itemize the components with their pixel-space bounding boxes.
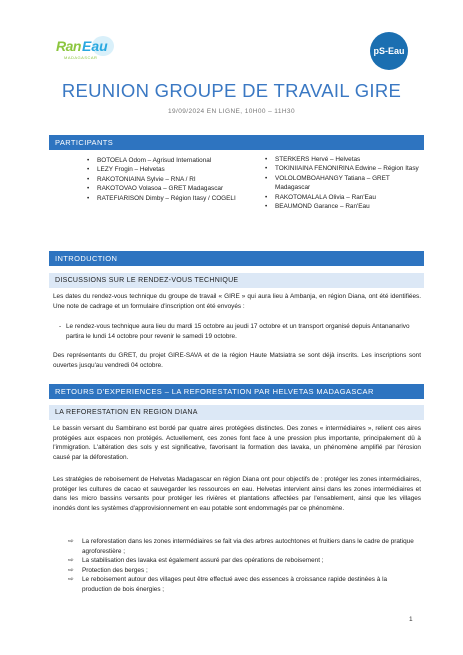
page-title: REUNION GROUPE DE TRAVAIL GIRE (61, 80, 402, 101)
participant-item: • STERKERS Hervé – Helvetas (275, 155, 425, 164)
participants-right-list (275, 155, 425, 211)
pseau-logo-text: pS-Eau (373, 46, 405, 56)
participant-item: • RAKOTOVAO Volasoa – GRET Madagascar (97, 184, 247, 193)
participant-item: • BEAUMOND Garance – Ran'Eau (275, 202, 425, 211)
retours-subheading: LA REFORESTATION EN REGION DIANA (49, 405, 424, 420)
retours-heading: RETOURS D'EXPERIENCES – LA REFORESTATION PAR HELVETAS MADAGASCAR (49, 384, 424, 399)
participant-item: • BOTOELA Odom – Agrisud International (97, 156, 247, 165)
participant-item: • VOLOLOMBOAHANGY Tatiana – GRET Madagascar (275, 174, 425, 193)
intro-paragraph-2: Des représentants du GRET, du projet GIRE-SAVA et de la région Haute Matsiatra se sont déjà inscrits. Les inscriptions sont ouvertes jusqu'au vendredi 04 octobre. (53, 352, 421, 369)
introduction-heading: INTRODUCTION (49, 251, 424, 266)
page-number: 1 (409, 616, 413, 623)
participants-heading: PARTICIPANTS (49, 135, 424, 150)
retours-paragraph-2: Les stratégies de reboisement de Helvetas Madagascar en région Diana ont pour objectifs de : protéger les zones intermédiaires, protéger les cultures de cacao et sauvegarder les ressources en eau. Helvetas intervient ainsi dans les zones intermédiaires et dans les micro bassins versants pour protéger les rivières et plantations affectées par l'ensablement, ainsi que les villages inondés dont les systèmes d'approvisionnement en eau potable sont endommagés par ce phénomène. (53, 476, 421, 512)
introduction-subheading: DISCUSSIONS SUR LE RENDEZ-VOUS TECHNIQUE (49, 273, 424, 288)
arrow-bullet-icon: ⇨ (68, 576, 74, 584)
arrow-list-item (68, 537, 415, 556)
arrow-item-text: La stabilisation des lavaka est également assuré par des opérations de reboisement ; (82, 557, 324, 565)
arrow-bullet-icon: ⇨ (68, 538, 74, 545)
participant-item: • RAKOTONIAINA Sylvie – RNA / RI (97, 175, 247, 184)
retours-paragraph-1: Le bassin versant du Sambirano est bordé par quatre aires protégées distinctes. Des zones « intermédiaires », relient ces aires protégées aux espaces non protégés. Actuellement, ces zones font face à une pression plus importante, principalement dû à l'immigration. L'altération des sols y est significative, favorisant la formation des lavaka, un phénomène amplifié par l'érosion causé par la déforestation. (53, 425, 421, 461)
arrow-item-text: Le reboisement autour des villages peut être effectué avec des essences à croissance rapide destinées à la production de bois énergies ; (82, 576, 388, 593)
intro-dash-text: Le rendez-vous technique aura lieu du mardi 15 octobre au jeudi 17 octobre et un transport organisé depuis Antananarivo partira le lundi 14 octobre pour revenir le samedi 19 octobre. (66, 323, 410, 340)
logo-ran-text: Ran (56, 38, 81, 54)
pseau-logo (370, 32, 408, 70)
logo-sub-text: MADAGASCAR (64, 55, 98, 60)
arrow-item-text: Protection des berges ; (82, 566, 148, 574)
arrow-item-text: La reforestation dans les zones intermédiaires se fait via des arbres autochtones et fruitiers dans le cadre de pratique agroforestière ; (82, 538, 414, 555)
arrow-bullet-icon: ⇨ (68, 566, 74, 574)
arrow-bullet-icon: ⇨ (68, 557, 74, 565)
participant-item: • LEZY Frogin – Helvetas (97, 165, 247, 174)
page-subtitle: 19/09/2024 EN LIGNE, 10H00 – 11H30 (168, 108, 295, 115)
arrow-list-item (68, 566, 415, 576)
raneau-logo (56, 36, 116, 64)
intro-dash-item: - Le rendez-vous technique aura lieu du mardi 15 octobre au jeudi 17 octobre et un transport organisé depuis Antananarivo partira le lundi 14 octobre pour revenir le samedi 19 octobre. (59, 323, 410, 340)
participant-item: • TOKINIIAINA FENONIRINA Edwine – Région Itasy (275, 164, 425, 173)
arrow-list-item (68, 575, 415, 594)
participant-item: • RAKOTOMALALA Olivia – Ran'Eau (275, 193, 425, 202)
intro-paragraph-1: Les dates du rendez-vous technique du groupe de travail « GIRE » qui aura lieu à Ambanja, en région Diana, ont été identifiées. Une note de cadrage et un formulaire d'inscription ont été envoyés : (53, 293, 421, 310)
retours-arrow-list (68, 537, 415, 595)
arrow-list-item (68, 556, 415, 566)
participant-item: • RATEFIARISON Dimby – Région Itasy / COGELI (97, 194, 247, 203)
participants-left-list (97, 156, 247, 203)
logo-eau-text: Eau (82, 38, 108, 54)
